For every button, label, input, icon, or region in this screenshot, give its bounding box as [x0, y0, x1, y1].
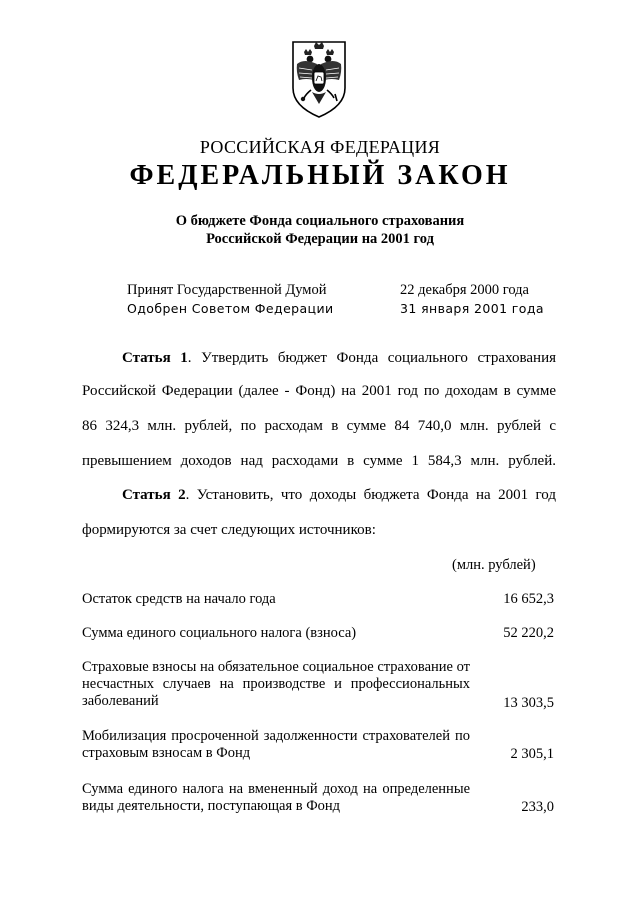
article-1-heading: Статья 1 — [122, 350, 188, 366]
units-label: (млн. рублей) — [452, 557, 536, 573]
revenue-row-1-value: 16 652,3 — [503, 591, 554, 607]
revenue-row-1-text: Остаток средств на начало года — [82, 591, 276, 607]
article-2-heading: Статья 2 — [122, 487, 186, 503]
article-2-line-2: формируются за счет следующих источников: — [82, 522, 376, 538]
law-title-line-1: О бюджете Фонда социального страхования — [175, 213, 465, 229]
revenue-row-5-value: 233,0 — [521, 799, 554, 815]
article-1-line-1-text: . Утвердить бюджет Фонда социального страхования — [187, 350, 556, 366]
duma-adoption-date: 22 декабря 2000 года — [400, 282, 529, 298]
revenue-row-4-text: Мобилизация просроченной задолженности страхователей по страховым взносам в Фонд — [82, 728, 470, 761]
law-title — [0, 212, 640, 248]
revenue-row-3-text: Страховые взносы на обязательное социальное страхование от несчастных случаев на производстве и профессиональных заболеваний — [82, 659, 470, 709]
article-1-line-4: превышением доходов над расходами в сумме 1 584,3 млн. рублей. — [82, 453, 556, 469]
article-1-line-2: Российской Федерации (далее - Фонд) на 2001 год по доходам в сумме — [82, 383, 556, 399]
article-2-line-1 — [122, 487, 556, 504]
article-1-line-3: 86 324,3 млн. рублей, по расходам в сумме 84 740,0 млн. рублей с — [82, 418, 556, 434]
revenue-row-2-value: 52 220,2 — [503, 625, 554, 641]
law-title-line-2: Российской Федерации на 2001 год — [206, 231, 434, 247]
revenue-row-4-value: 2 305,1 — [510, 746, 554, 762]
revenue-row-2-text: Сумма единого социального налога (взноса) — [82, 625, 357, 641]
country-heading: РОССИЙСКАЯ ФЕДЕРАЦИЯ — [199, 137, 441, 157]
document-type-heading: ФЕДЕРАЛЬНЫЙ ЗАКОН — [129, 160, 511, 191]
duma-adoption-label: Принят Государственной Думой — [127, 282, 327, 298]
council-approval-label: Одобрен Советом Федерации — [127, 301, 334, 316]
revenue-row-3-value: 13 303,5 — [503, 695, 554, 711]
article-1-line-1 — [122, 350, 556, 367]
council-approval-date: 31 января 2001 года — [400, 301, 544, 316]
coat-of-arms-emblem — [290, 34, 348, 120]
revenue-row-5-text: Сумма единого налога на вмененный доход на определенные виды деятельности, поступающая в Фонд — [82, 781, 470, 814]
article-2-line-1-text: . Установить, что доходы бюджета Фонда на 2001 год — [185, 487, 557, 503]
